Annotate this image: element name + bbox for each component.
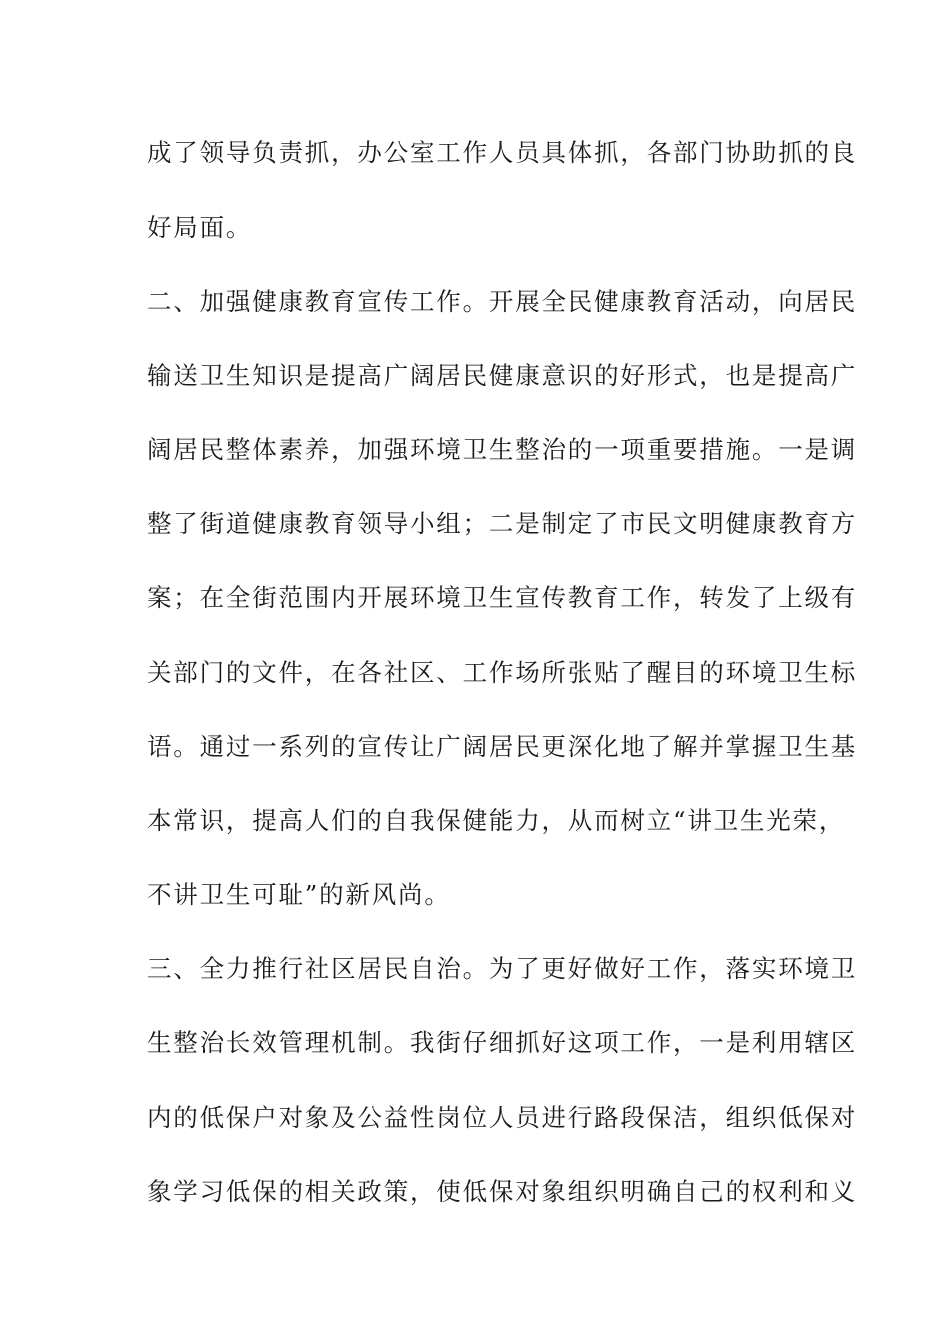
section-heading-line: 二、加强健康教育宣传工作。开展全民健康教育活动，向居民: [147, 287, 858, 316]
text-line: 案；在全街范围内开展环境卫生宣传教育工作，转发了上级有: [147, 583, 858, 612]
text-line: 输送卫生知识是提高广阔居民健康意识的好形式，也是提高广: [147, 361, 858, 390]
text-line: 关部门的文件，在各社区、工作场所张贴了醒目的环境卫生标: [147, 658, 858, 687]
text-line: 整了街道健康教育领导小组；二是制定了市民文明健康教育方: [147, 509, 858, 538]
text-line: 语。通过一系列的宣传让广阔居民更深化地了解并掌握卫生基: [147, 732, 858, 761]
text-line: 生整治长效管理机制。我街仔细抓好这项工作，一是利用辖区: [147, 1028, 858, 1057]
text-line: 本常识，提高人们的自我保健能力，从而树立“讲卫生光荣，: [147, 806, 846, 835]
text-line: 成了领导负责抓，办公室工作人员具体抓，各部门协助抓的良: [147, 138, 858, 167]
text-line: 象学习低保的相关政策，使低保对象组织明确自己的权利和义: [147, 1177, 858, 1206]
text-line: 不讲卫生可耻”的新风尚。: [147, 880, 451, 909]
text-line: 内的低保户对象及公益性岗位人员进行路段保洁，组织低保对: [147, 1103, 858, 1132]
text-line: 好局面。: [147, 213, 253, 242]
text-line: 阔居民整体素养，加强环境卫生整治的一项重要措施。一是调: [147, 435, 858, 464]
section-heading-line: 三、全力推行社区居民自治。为了更好做好工作，落实环境卫: [147, 954, 858, 983]
